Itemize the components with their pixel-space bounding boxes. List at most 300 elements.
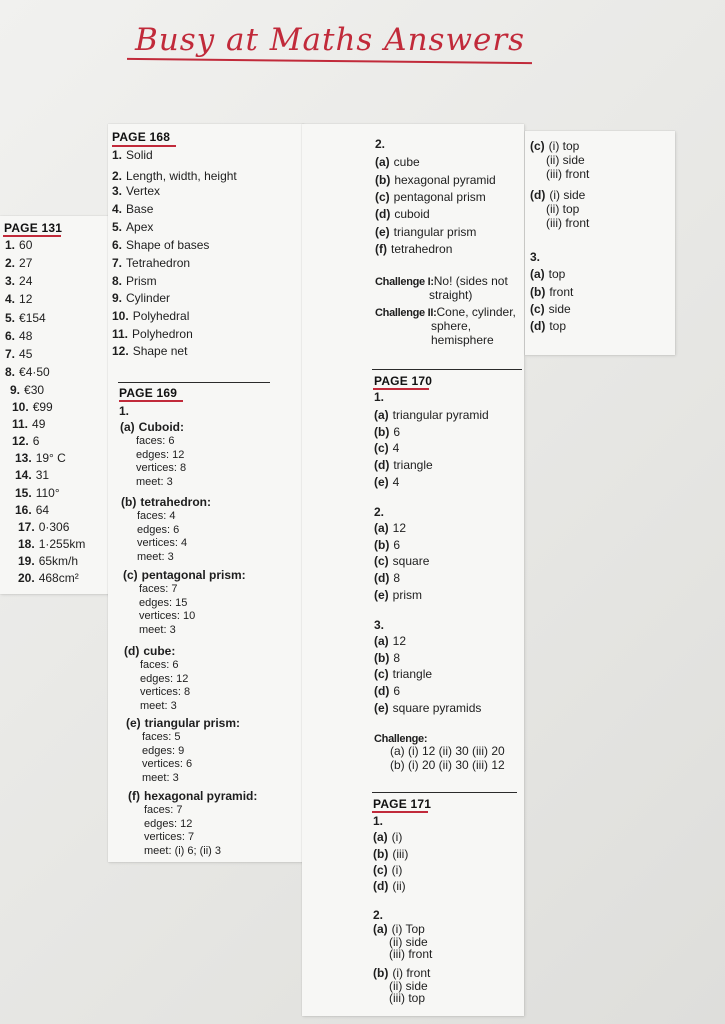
p131-answer (15, 468, 49, 482)
p131-answer-number: 4. (5, 292, 16, 306)
p171b-d-line (546, 202, 579, 216)
p131-answer-number: 3. (5, 274, 16, 288)
p168-answer (112, 202, 153, 216)
p171b-q3-answer-label: (b) (530, 285, 546, 299)
p170-q2-answer-label: (e) (374, 588, 389, 602)
p171-q1-number (373, 814, 383, 828)
p131-answer-value: 64 (35, 503, 50, 517)
p131-answer (12, 434, 39, 448)
p168-answer-number: 11. (112, 327, 129, 341)
p169-property-value: vertices: 8 (140, 686, 191, 698)
p170-q2-answer (374, 588, 422, 602)
p168-answer-number: 3. (112, 184, 123, 198)
p170-challenge-line (390, 744, 505, 758)
p168-answer-number: 6. (112, 238, 123, 252)
p168-answer-number: 5. (112, 220, 123, 234)
p168-answer-value: Base (126, 202, 154, 216)
p131-answer-number: 13. (15, 451, 32, 465)
p131-answer-value: 31 (35, 468, 50, 482)
strip-page-170-171 (302, 124, 524, 1016)
p169-shape-name: tetrahedron: (140, 495, 211, 509)
title-underline (127, 58, 532, 64)
p171-q1-answer (373, 830, 402, 844)
p169-property-value: vertices: 10 (139, 610, 196, 622)
p169-property (140, 699, 177, 713)
p171-q2a-value: (i) Top (391, 922, 425, 936)
p169-property (139, 609, 195, 623)
p171b-q3-answer (530, 267, 565, 281)
p131-answer (18, 554, 78, 568)
p171-q2a-line-value: (ii) side (389, 935, 428, 949)
p131-answer-value: 1·255km (38, 537, 86, 551)
p131-answer-value: 468cm² (38, 571, 79, 585)
p170-q3-answer-value: 8 (393, 651, 401, 665)
p171b-q3-answer-value: top (548, 267, 566, 281)
challenge-2-cont-value: sphere, (431, 319, 472, 333)
p170-q3-answer-label: (d) (374, 684, 390, 698)
p131-answer (5, 329, 32, 343)
p169b-answer-label: (c) (375, 190, 390, 204)
p131-answer (5, 347, 32, 361)
page-131-heading: PAGE 131 (4, 221, 63, 235)
p131-answer-value: 12 (19, 292, 33, 306)
p171-q1-answer (373, 863, 402, 877)
p131-answer (12, 417, 45, 431)
p170-q3-answer (374, 651, 400, 665)
p171-q1-answer-value: (i) (391, 863, 403, 877)
p168-answer-value: Solid (126, 148, 153, 162)
p131-answer-number: 18. (18, 537, 35, 551)
p170-q3-answer-value: 12 (392, 634, 407, 648)
p169-property (144, 803, 183, 817)
p170-q1-answer (374, 441, 399, 455)
p171-q2a-line (389, 947, 432, 961)
p170-q3-number-q: 3. (374, 618, 385, 632)
p170-q2-answer (374, 538, 400, 552)
p169-property-value: edges: 12 (136, 448, 185, 461)
p169-property-value: edges: 12 (144, 817, 193, 830)
p169-property (144, 844, 221, 858)
p170-q2-answer-value: prism (392, 588, 423, 602)
p170-q1-answer-label: (b) (374, 425, 390, 439)
p171-q2a (373, 922, 425, 936)
p171b-q3-answer-label: (c) (530, 302, 545, 316)
p170-q2-number-q: 2. (374, 505, 385, 519)
p170-q1-number-q: 1. (374, 390, 385, 404)
p131-answer-number: 16. (15, 503, 32, 517)
p131-answer-value: 110° (35, 486, 60, 500)
p168-answer-value: Vertex (126, 184, 161, 198)
p170-q2-answer (374, 571, 400, 585)
p170-q1-answer-value: triangle (393, 458, 433, 472)
p169-property-value: vertices: 7 (144, 831, 195, 843)
p131-answer-value: 65km/h (38, 554, 79, 568)
p169b-question-number (375, 137, 385, 151)
p131-answer-number: 1. (5, 238, 16, 252)
p171-q2b-label: (b) (373, 966, 389, 980)
p131-answer-number: 20. (18, 571, 35, 585)
p131-answer-number: 6. (5, 329, 16, 343)
p170-q3-answer (374, 701, 481, 715)
p171-q2b-line (389, 991, 425, 1005)
challenge-1 (375, 274, 508, 289)
p169-property (137, 509, 176, 523)
p169-property (136, 448, 184, 462)
p170-q1-answer-label: (d) (374, 458, 390, 472)
p169-property-value: meet: 3 (142, 771, 179, 784)
p169-property (142, 744, 184, 758)
p171b-d (530, 188, 585, 202)
p169-shape-label: (d) (124, 644, 140, 658)
p169b-answer-value: tetrahedron (391, 242, 453, 256)
p170-q1-answer (374, 408, 489, 422)
p169b-answer-label: (a) (375, 155, 390, 169)
p168-answer (112, 327, 193, 341)
page-169-rule (118, 382, 270, 383)
p169b-answer-label: (f) (375, 242, 387, 256)
p169-property (142, 757, 192, 771)
p171-q1-answer-label: (b) (373, 847, 389, 861)
p169-property (140, 685, 190, 699)
p170-q1-number (374, 390, 384, 404)
p170-q2-answer-value: square (392, 554, 430, 568)
p169-property (136, 475, 173, 489)
p131-answer (5, 256, 32, 270)
p168-answer (112, 148, 153, 162)
p170-q1-answer-value: triangular pyramid (392, 408, 489, 422)
p171b-c-value: (i) top (548, 139, 580, 153)
p168-answer (112, 344, 187, 358)
p131-answer (5, 274, 32, 288)
page-170-rule (372, 369, 522, 370)
p169-property-value: faces: 6 (140, 659, 179, 671)
p169-question-number-q: 1. (119, 404, 130, 418)
p169-property-value: meet: (i) 6; (ii) 3 (144, 844, 222, 857)
p169b-answer-value: cube (393, 155, 420, 169)
p168-answer (112, 169, 237, 183)
p169-shape-name: pentagonal prism: (141, 568, 246, 582)
p169b-answer-value: cuboid (394, 207, 430, 221)
p131-answer-number: 5. (5, 311, 16, 325)
p170-q2-answer-label: (d) (374, 571, 390, 585)
p131-answer (12, 400, 53, 414)
p171-q1-answer-label: (c) (373, 863, 388, 877)
p171b-d-line-value: (ii) top (546, 202, 580, 216)
p170-q3-answer-label: (c) (374, 667, 389, 681)
p170-q1-answer-value: 6 (393, 425, 401, 439)
p169-property-value: faces: 7 (139, 583, 178, 595)
p131-answer-number: 15. (15, 486, 32, 500)
p170-q2-answer-value: 12 (392, 521, 407, 535)
p169b-answer (375, 225, 476, 239)
p170-q3-answer (374, 684, 400, 698)
p168-answer-number: 4. (112, 202, 123, 216)
challenge-2-label: Challenge II: (375, 307, 437, 319)
p131-answer-number: 17. (18, 520, 35, 534)
p171-q1-answer (373, 847, 408, 861)
p170-challenge-label: Challenge: (374, 733, 428, 745)
page-131-underline (3, 235, 61, 237)
p168-answer-value: Prism (126, 274, 157, 288)
p171b-q3-answer (530, 302, 571, 316)
p168-answer-number: 7. (112, 256, 123, 270)
p131-answer (18, 537, 85, 551)
p131-answer (5, 311, 46, 325)
p169b-answer (375, 155, 420, 169)
p170-q3-answer (374, 667, 432, 681)
p169-property-value: faces: 4 (137, 510, 176, 522)
p131-answer (5, 292, 32, 306)
p131-answer-value: 45 (19, 347, 33, 361)
p171b-c-label: (c) (530, 139, 545, 153)
p131-answer-value: 48 (19, 329, 33, 343)
page-168-heading: PAGE 168 (112, 130, 171, 144)
p169b-answer-label: (b) (375, 173, 391, 187)
p171-q1-answer-value: (i) (391, 830, 403, 844)
p169-property (136, 434, 175, 448)
p171b-d-line (546, 216, 589, 230)
p171b-q3-number (530, 250, 540, 264)
p171-q1-answer-value: (ii) (392, 879, 406, 893)
p168-answer-number: 1. (112, 148, 123, 162)
p168-answer-number: 12. (112, 344, 129, 358)
p131-answer-value: 19° C (35, 451, 66, 465)
p169-property-value: vertices: 8 (136, 462, 187, 474)
p168-answer (112, 291, 170, 305)
p170-q1-answer-label: (a) (374, 408, 389, 422)
p131-answer (5, 365, 50, 379)
challenge-2-cont (431, 319, 471, 333)
p170-q2-answer (374, 521, 406, 535)
p171-q2-number (373, 908, 383, 922)
p170-challenge-line-value: (a) (i) 12 (ii) 30 (iii) 20 (390, 744, 505, 758)
page-169-underline (119, 400, 183, 402)
challenge-2-cont-value: hemisphere (431, 333, 494, 347)
p171b-q3-answer (530, 285, 573, 299)
p169-question-number (119, 404, 129, 418)
p171b-d-value: (i) side (549, 188, 586, 202)
p168-answer-value: Polyhedral (132, 309, 190, 323)
p170-q3-number (374, 618, 384, 632)
p169b-answer (375, 242, 452, 256)
p171b-c-line-value: (iii) front (546, 167, 590, 181)
p131-answer (15, 486, 60, 500)
p169-property-value: meet: 3 (137, 550, 174, 563)
p169b-answer-label: (e) (375, 225, 390, 239)
p171-q2b-line-value: (ii) side (389, 979, 428, 993)
p169-shape-label: (e) (126, 716, 141, 730)
p169-shape-name: cube: (143, 644, 176, 658)
p169-property (136, 461, 186, 475)
p171b-q3-answer-value: front (549, 285, 574, 299)
p131-answer (18, 520, 69, 534)
p169-shape (121, 495, 211, 509)
p170-q2-answer-label: (c) (374, 554, 389, 568)
p169-property (139, 596, 187, 610)
p170-q1-answer-value: 4 (392, 475, 400, 489)
p170-q3-answer-label: (e) (374, 701, 389, 715)
p131-answer-value: €154 (19, 311, 46, 325)
p169-shape (123, 568, 246, 582)
p169-property-value: vertices: 4 (137, 537, 188, 549)
p131-answer-value: 27 (19, 256, 33, 270)
p131-answer-number: 2. (5, 256, 16, 270)
strip-page-168-169 (108, 124, 304, 862)
p168-answer (112, 220, 153, 234)
p131-answer-number: 19. (18, 554, 35, 568)
p170-q1-answer-label: (e) (374, 475, 389, 489)
p169b-answer (375, 207, 430, 221)
p169-property (140, 658, 179, 672)
p170-q2-answer-label: (a) (374, 521, 389, 535)
p169-property (142, 730, 181, 744)
p170-q1-answer-label: (c) (374, 441, 389, 455)
p168-answer-value: Tetrahedron (126, 256, 191, 270)
page-171-rule (372, 792, 517, 793)
p170-q1-answer (374, 458, 433, 472)
p170-q1-answer (374, 425, 400, 439)
p131-answer-value: 6 (32, 434, 40, 448)
p168-answer-number: 10. (112, 309, 129, 323)
p168-answer-value: Length, width, height (126, 169, 237, 183)
challenge-2-value: Cone, cylinder, (436, 305, 516, 319)
p169-property-value: faces: 7 (144, 804, 183, 816)
p171b-d-label: (d) (530, 188, 546, 202)
page-168-underline (112, 145, 176, 147)
p168-answer-value: Shape of bases (126, 238, 210, 252)
p169-property-value: edges: 15 (139, 596, 188, 609)
p169-property (139, 582, 178, 596)
p169-property (137, 550, 174, 564)
p169-property (140, 672, 188, 686)
p170-q3-answer-value: 6 (393, 684, 401, 698)
page-170-heading: PAGE 170 (374, 374, 433, 388)
p171b-q3-answer-value: side (548, 302, 571, 316)
p171-q2b (373, 966, 430, 980)
p168-answer (112, 238, 209, 252)
p171b-q3-answer-label: (a) (530, 267, 545, 281)
p171b-q3-answer-value: top (549, 319, 567, 333)
p169-property-value: faces: 5 (142, 731, 181, 743)
p169b-answer-value: hexagonal pyramid (394, 173, 496, 187)
p169-shape-name: triangular prism: (144, 716, 241, 730)
p169-shape-label: (a) (120, 420, 135, 434)
p170-q2-answer-value: 8 (393, 571, 401, 585)
p170-q1-answer (374, 475, 399, 489)
p169b-question-number-q: 2. (375, 137, 386, 151)
p169-property (142, 771, 179, 785)
p171-q1-answer-value: (iii) (392, 847, 409, 861)
p168-answer-number: 2. (112, 169, 123, 183)
p170-q2-answer-label: (b) (374, 538, 390, 552)
p168-answer-value: Polyhedron (132, 327, 193, 341)
p168-answer (112, 256, 190, 270)
p169-property-value: meet: 3 (139, 623, 176, 636)
p131-answer-number: 14. (15, 468, 32, 482)
p168-answer (112, 184, 160, 198)
p131-answer-number: 9. (10, 383, 21, 397)
p169-property (137, 536, 187, 550)
p169-property-value: vertices: 6 (142, 758, 193, 770)
p171-q1-answer-label: (d) (373, 879, 389, 893)
p171-q1-number-q: 1. (373, 814, 384, 828)
challenge-2 (375, 305, 516, 320)
p169-shape-label: (b) (121, 495, 137, 509)
p170-q2-number (374, 505, 384, 519)
p169-property (144, 817, 192, 831)
p171-q2a-line-value: (iii) front (389, 947, 433, 961)
p168-answer-value: Shape net (132, 344, 188, 358)
challenge-1-label: Challenge I: (375, 276, 434, 288)
p131-answer-value: €99 (32, 400, 53, 414)
p171b-c (530, 139, 579, 153)
p170-challenge-line-value: (b) (i) 20 (ii) 30 (iii) 12 (390, 758, 505, 772)
p171b-c-line (546, 153, 585, 167)
p169-property-value: meet: 3 (136, 475, 173, 488)
p171b-q3-answer-label: (d) (530, 319, 546, 333)
p169b-answer (375, 173, 496, 187)
p170-q3-answer-label: (b) (374, 651, 390, 665)
p131-answer-value: €30 (24, 383, 45, 397)
p169-shape-name: Cuboid: (138, 420, 184, 434)
p169-shape (128, 789, 257, 803)
p170-q3-answer (374, 634, 406, 648)
page-171-underline (372, 811, 428, 813)
p131-answer-value: 0·306 (38, 520, 70, 534)
p168-answer-value: Cylinder (126, 291, 171, 305)
p131-answer-value: 24 (19, 274, 33, 288)
p168-answer-value: Apex (126, 220, 154, 234)
p171b-c-line-value: (ii) side (546, 153, 585, 167)
p131-answer (15, 451, 66, 465)
p171-q2-number-q: 2. (373, 908, 384, 922)
p169-shape (120, 420, 184, 434)
p168-answer (112, 309, 189, 323)
p131-answer (5, 238, 32, 252)
p169-property-value: edges: 6 (137, 523, 180, 536)
p131-answer-value: 60 (19, 238, 33, 252)
p170-q2-answer (374, 554, 429, 568)
page-171-heading: PAGE 171 (373, 797, 432, 811)
p169-shape-label: (f) (128, 789, 140, 803)
p169b-answer-value: pentagonal prism (393, 190, 486, 204)
p168-answer (112, 274, 157, 288)
challenge-2-cont (431, 333, 494, 347)
p169-property (144, 830, 194, 844)
p169-property-value: meet: 3 (140, 699, 177, 712)
p169-shape (124, 644, 175, 658)
p169-shape (126, 716, 240, 730)
p170-q3-answer-label: (a) (374, 634, 389, 648)
p171-q2a-label: (a) (373, 922, 388, 936)
p171b-c-line (546, 167, 589, 181)
p171-q2b-line-value: (iii) top (389, 991, 426, 1005)
p171b-q3-number-q: 3. (530, 250, 541, 264)
p131-answer-number: 8. (5, 365, 16, 379)
p170-q1-answer-value: 4 (392, 441, 400, 455)
p168-answer-number: 8. (112, 274, 123, 288)
p131-answer-number: 12. (12, 434, 29, 448)
p169-shape-name: hexagonal pyramid: (144, 789, 258, 803)
p171-q2b-value: (i) front (392, 966, 431, 980)
p169b-answer (375, 190, 486, 204)
p131-answer-number: 10. (12, 400, 29, 414)
p131-answer-value: €4·50 (19, 365, 50, 379)
p169-property-value: edges: 9 (142, 744, 185, 757)
challenge-1-value: No! (sides not (433, 274, 508, 288)
p169b-answer-value: triangular prism (393, 225, 477, 239)
page-title: Busy at Maths Answers (134, 22, 526, 58)
